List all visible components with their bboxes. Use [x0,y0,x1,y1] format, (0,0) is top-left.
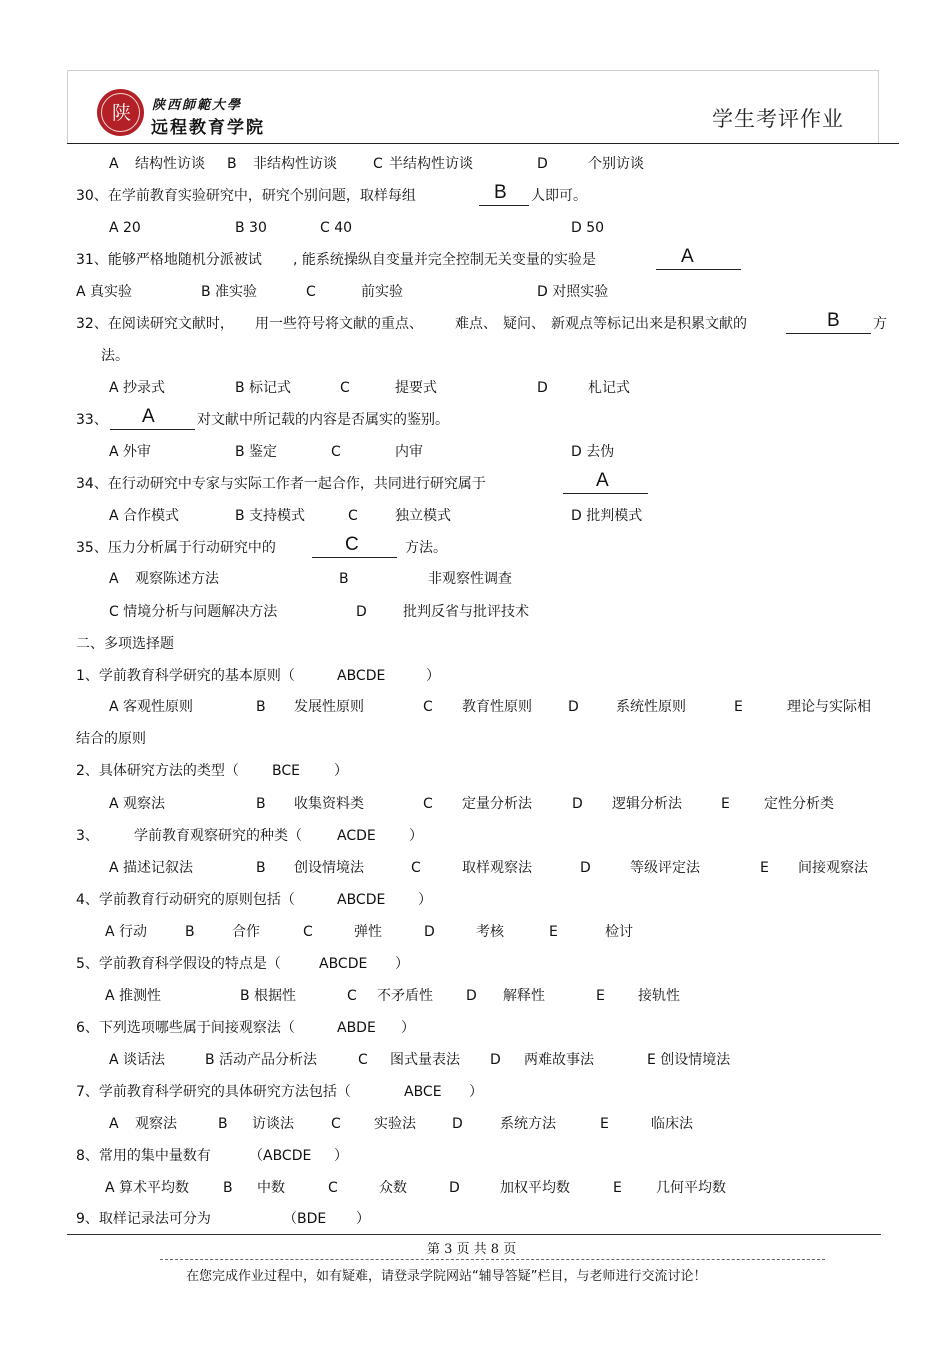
text-fragment: 间接观察法 [798,860,868,876]
answer-letter: B [827,310,840,331]
text-fragment: 4、学前教育行动研究的原则包括（ [76,892,295,908]
text-fragment: ） [395,956,409,972]
text-fragment: ACDE [337,828,376,844]
text-fragment: E [613,1180,622,1196]
text-fragment: C [373,156,383,172]
text-fragment: 疑问、 [503,316,545,332]
text-fragment: ABCE [404,1084,442,1100]
text-fragment: 结构性访谈 [135,156,205,172]
answer-letter: B [494,182,507,203]
text-fragment: A 观察法 [109,796,166,812]
text-fragment: D 批判模式 [571,508,643,524]
text-fragment: 理论与实际相 [787,699,871,715]
text-fragment: 临床法 [651,1116,693,1132]
text-fragment: 加权平均数 [500,1180,570,1196]
text-fragment: 结合的原则 [76,731,146,747]
text-fragment: 1、学前教育科学研究的基本原则（ [76,668,295,684]
text-fragment: D [466,988,477,1004]
text-fragment: 2、具体研究方法的类型（ [76,763,239,779]
text-fragment: 3、 [76,828,99,844]
school-name: 远程教育学院 [151,118,265,138]
text-fragment: E [734,699,743,715]
text-fragment: D [568,699,579,715]
text-fragment: A 20 [109,220,141,236]
text-fragment: 不矛盾性 [377,988,433,1004]
text-fragment: C [348,508,358,524]
university-name: 陕西師範大學 [152,98,243,113]
text-fragment: 取样观察法 [462,860,532,876]
text-fragment: 中数 [257,1180,285,1196]
text-fragment: 独立模式 [395,508,451,524]
text-fragment: 二、多项选择题 [76,636,174,652]
text-fragment: 札记式 [588,380,630,396]
text-fragment: 34、在行动研究中专家与实际工作者一起合作，共同进行研究属于 [76,476,486,492]
text-fragment: 定性分析类 [764,796,834,812]
text-fragment: 图式量表法 [390,1052,460,1068]
text-fragment: 解释性 [503,988,545,1004]
text-fragment: D [424,924,435,940]
text-fragment: ） [401,1020,415,1036]
text-fragment: 法。 [101,348,129,364]
text-fragment: A 抄录式 [109,380,166,396]
text-fragment: C [358,1052,368,1068]
text-fragment: ） [469,1084,483,1100]
answer-blank-line [110,429,195,430]
text-fragment: B 根据性 [240,988,297,1004]
answer-blank-line [479,205,529,206]
text-fragment: 众数 [379,1180,407,1196]
answer-letter: A [681,246,694,267]
text-fragment: 5、学前教育科学假设的特点是（ [76,956,281,972]
text-fragment: 8、常用的集中量数有 [76,1148,211,1164]
text-fragment: E [596,988,605,1004]
text-fragment: 访谈法 [252,1116,294,1132]
text-fragment: D 去伪 [571,444,615,460]
text-fragment: D [490,1052,501,1068]
text-fragment: ） [409,828,423,844]
text-fragment: 批判反省与批评技术 [403,604,529,620]
text-fragment: 接轨性 [638,988,680,1004]
text-fragment: 半结构性访谈 [389,156,473,172]
text-fragment: 6、下列选项哪些属于间接观察法（ [76,1020,295,1036]
answer-blank-line [656,269,741,270]
text-fragment: B [256,860,266,876]
text-fragment: 33、 [76,412,108,428]
text-fragment: 31、能够严格地随机分派被试 [76,252,262,268]
text-fragment: ） [426,668,440,684]
footer-rule [67,1234,881,1235]
text-fragment: A [109,1116,119,1132]
text-fragment: D [537,156,548,172]
text-fragment: B 活动产品分析法 [205,1052,318,1068]
text-fragment: ABCDE [337,668,386,684]
text-fragment: D 50 [571,220,605,236]
text-fragment: 个别访谈 [588,156,644,172]
footer-note: 在您完成作业过程中，如有疑难，请登录学院网站“辅导答疑”栏目，与老师进行交流讨论！ [186,1269,707,1284]
text-fragment: B [218,1116,228,1132]
text-fragment: A [109,571,119,587]
footer-dashed-divider [160,1259,825,1260]
text-fragment: 非结构性访谈 [253,156,337,172]
text-fragment: 7、学前教育科学研究的具体研究方法包括（ [76,1084,351,1100]
text-fragment: D [452,1116,463,1132]
text-fragment: A 客观性原则 [109,699,194,715]
text-fragment: 创设情境法 [294,860,364,876]
text-fragment: 难点、 [455,316,497,332]
text-fragment: 方 [873,316,887,332]
text-fragment: D [356,604,367,620]
answer-blank-line [786,333,871,334]
text-fragment: ABCDE [319,956,368,972]
text-fragment: E [600,1116,609,1132]
text-fragment: D [449,1180,460,1196]
text-fragment: 用一些符号将文献的重点、 [255,316,423,332]
text-fragment: A 行动 [105,924,148,940]
text-fragment: 非观察性调查 [428,571,512,587]
text-fragment: ） [334,1148,348,1164]
text-fragment: 逻辑分析法 [612,796,682,812]
text-fragment: A 谈话法 [109,1052,166,1068]
header-rule [67,143,899,144]
text-fragment: C 40 [320,220,353,236]
text-fragment: B [256,796,266,812]
text-fragment: 收集资料类 [294,796,364,812]
text-fragment: 新观点等标记出来是积累文献的 [551,316,747,332]
text-fragment: BCE [272,763,300,779]
text-fragment: B [227,156,237,172]
answer-letter: C [345,534,359,555]
document-type-title: 学生考评作业 [712,107,844,131]
text-fragment: A 合作模式 [109,508,180,524]
text-fragment: ） [334,763,348,779]
text-fragment: C [340,380,350,396]
page-number: 第 3 页 共 8 页 [427,1242,517,1257]
text-fragment: A 真实验 [76,284,133,300]
text-fragment: C [331,1116,341,1132]
text-fragment: B 标记式 [235,380,292,396]
text-fragment: , 能系统操纵自变量并完全控制无关变量的实验是 [293,252,596,268]
text-fragment: B 30 [235,220,267,236]
text-fragment: B [223,1180,233,1196]
text-fragment: 方法。 [405,540,447,556]
text-fragment: C [411,860,421,876]
text-fragment: ） [418,892,432,908]
text-fragment: C 情境分析与问题解决方法 [109,604,278,620]
text-fragment: 32、在阅读研究文献时， [76,316,234,332]
answer-blank-line [312,557,397,558]
text-fragment: 检讨 [605,924,633,940]
text-fragment: D [572,796,583,812]
answer-letter: A [596,470,609,491]
text-fragment: C [423,699,433,715]
text-fragment: A 描述记叙法 [109,860,194,876]
text-fragment: 实验法 [374,1116,416,1132]
text-fragment: B [339,571,349,587]
text-fragment: 等级评定法 [630,860,700,876]
text-fragment: 内审 [395,444,423,460]
text-fragment: B [256,699,266,715]
text-fragment: 系统方法 [500,1116,556,1132]
text-fragment: 合作 [232,924,260,940]
text-fragment: E [549,924,558,940]
text-fragment: （BDE [283,1211,327,1227]
text-fragment: C [303,924,313,940]
answer-blank-line [563,493,648,494]
text-fragment: 前实验 [361,284,403,300]
text-fragment: B 鉴定 [235,444,278,460]
text-fragment: 发展性原则 [294,699,364,715]
text-fragment: 两难故事法 [524,1052,594,1068]
text-fragment: 对文献中所记载的内容是否属实的鉴别。 [197,412,449,428]
text-fragment: 9、取样记录法可分为 [76,1211,211,1227]
text-fragment: E [760,860,769,876]
text-fragment: 教育性原则 [462,699,532,715]
university-seal-logo: 陕 [97,89,144,136]
text-fragment: C [331,444,341,460]
text-fragment: D [537,380,548,396]
text-fragment: E 创设情境法 [647,1052,731,1068]
text-fragment: 30、在学前教育实验研究中，研究个别问题，取样每组 [76,188,416,204]
text-fragment: 35、压力分析属于行动研究中的 [76,540,276,556]
text-fragment: 人即可。 [531,188,587,204]
text-fragment: 学前教育观察研究的种类（ [134,828,302,844]
text-fragment: A [109,156,119,172]
text-fragment: D 对照实验 [537,284,609,300]
text-fragment: 提要式 [395,380,437,396]
text-fragment: 观察陈述方法 [135,571,219,587]
text-fragment: 弹性 [354,924,382,940]
text-fragment: ABDE [337,1020,376,1036]
text-fragment: B [185,924,195,940]
text-fragment: （ABCDE [249,1148,312,1164]
text-fragment: B 准实验 [201,284,258,300]
text-fragment: C [306,284,316,300]
text-fragment: 考核 [476,924,504,940]
text-fragment: 几何平均数 [656,1180,726,1196]
text-fragment: C [328,1180,338,1196]
text-fragment: ABCDE [337,892,386,908]
answer-letter: A [142,406,155,427]
text-fragment: C [347,988,357,1004]
text-fragment: C [423,796,433,812]
text-fragment: B 支持模式 [235,508,306,524]
text-fragment: D [580,860,591,876]
text-fragment: E [721,796,730,812]
text-fragment: 定量分析法 [462,796,532,812]
text-fragment: 观察法 [135,1116,177,1132]
text-fragment: A 外审 [109,444,152,460]
text-fragment: A 算术平均数 [105,1180,190,1196]
text-fragment: 系统性原则 [616,699,686,715]
text-fragment: A 推测性 [105,988,162,1004]
text-fragment: ） [356,1211,370,1227]
